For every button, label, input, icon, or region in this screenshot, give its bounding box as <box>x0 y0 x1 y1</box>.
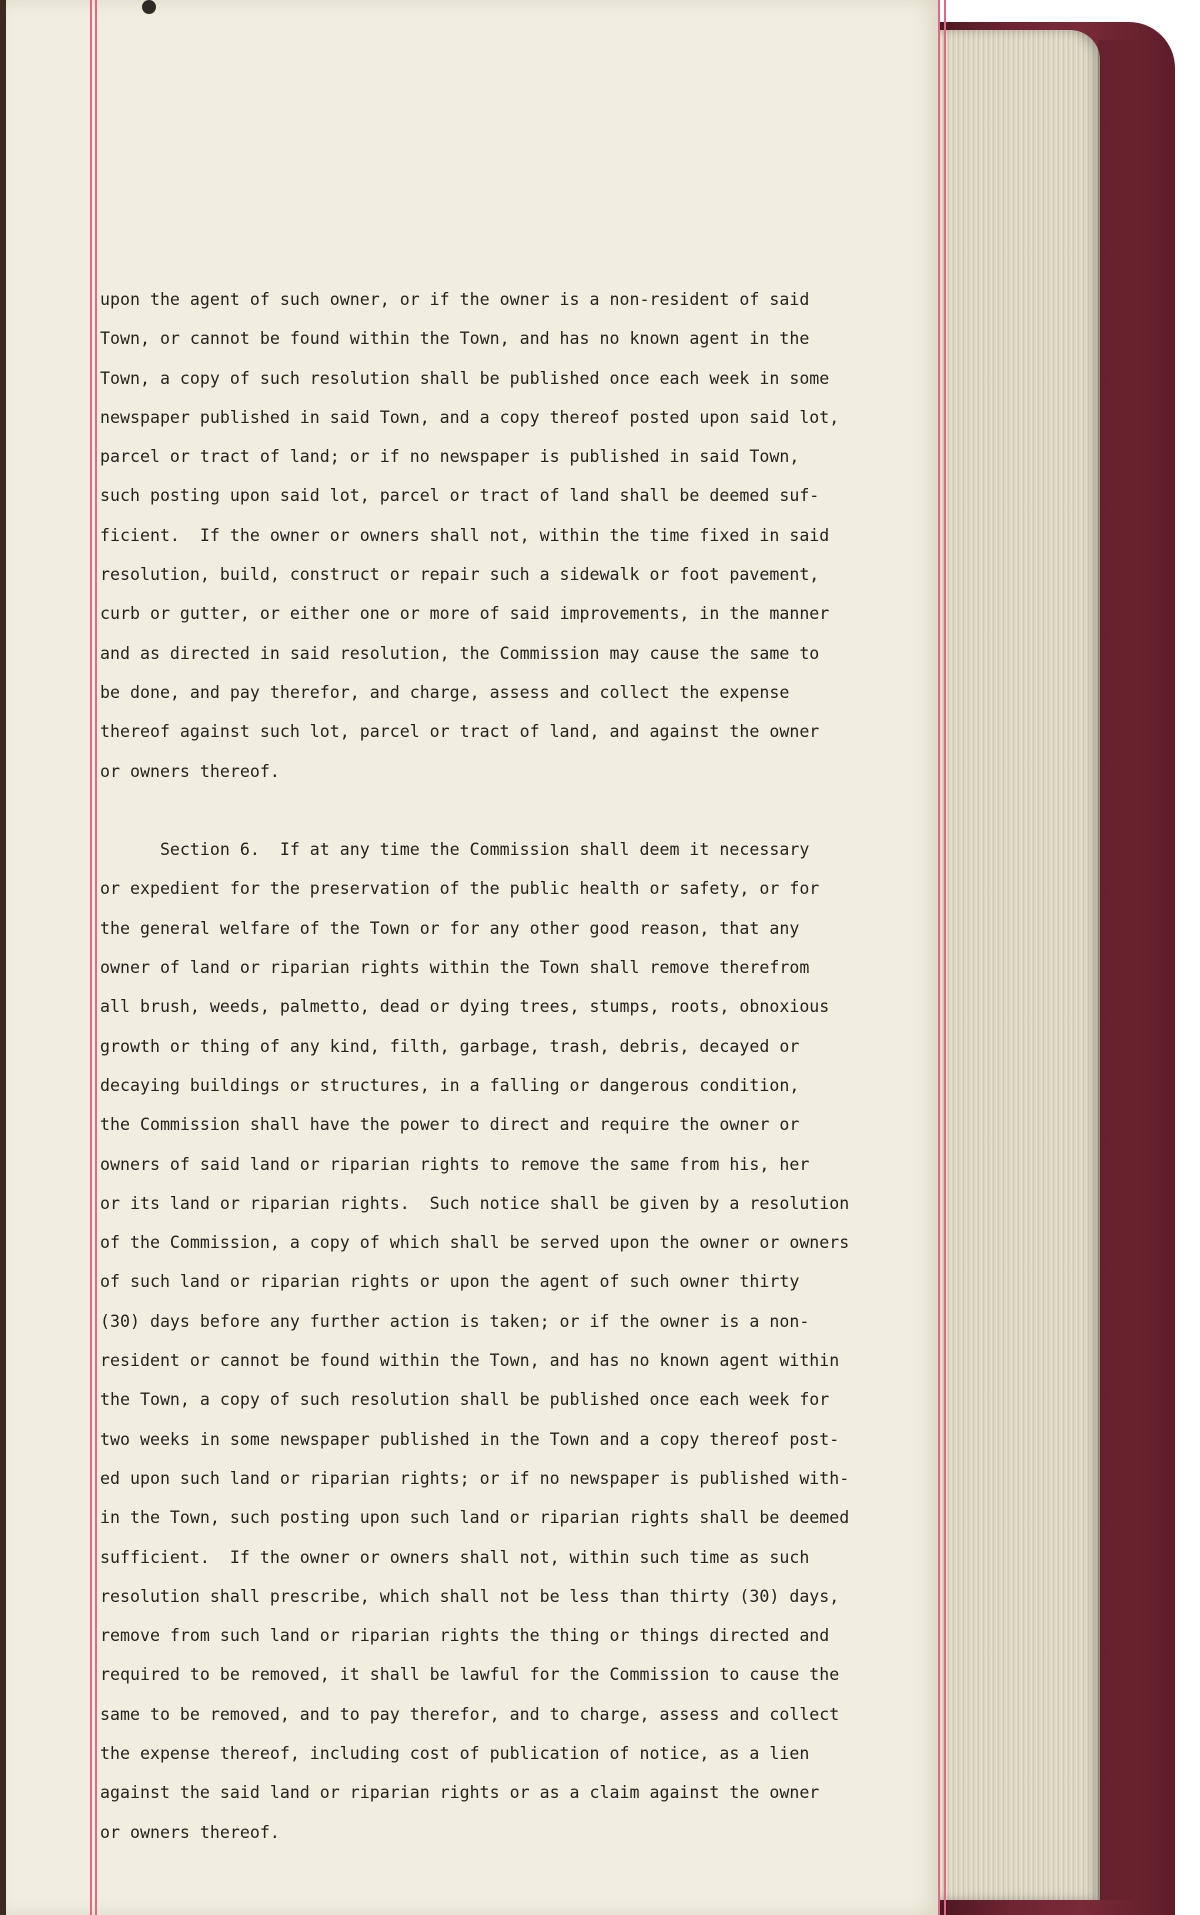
text-line: required to be removed, it shall be lawful for the Commission to cause the <box>100 1665 840 1685</box>
text-line: resident or cannot be found within the Town, and has no known agent within <box>100 1351 840 1371</box>
text-line: the expense thereof, including cost of publication of notice, as a lien <box>100 1743 810 1763</box>
text-line: parcel or tract of land; or if no newspaper is published in said Town, <box>100 447 800 467</box>
text-line: or owners thereof. <box>100 761 280 781</box>
typed-text-block <box>100 280 980 1852</box>
text-line: the general welfare of the Town or for any other good reason, that any <box>100 918 800 938</box>
cover-shadow <box>1098 40 1138 1900</box>
text-line: in the Town, such posting upon such land or riparian rights shall be deemed <box>100 1508 850 1528</box>
text-line: resolution shall prescribe, which shall not be less than thirty (30) days, <box>100 1586 840 1606</box>
text-line: ed upon such land or riparian rights; or if no newspaper is published with- <box>100 1468 850 1488</box>
paragraph-2-section-6 <box>100 830 980 1852</box>
text-line: thereof against such lot, parcel or tract of land, and against the owner <box>100 722 820 742</box>
text-line: two weeks in some newspaper published in the Town and a copy thereof post- <box>100 1429 840 1449</box>
text-line: decaying buildings or structures, in a falling or dangerous condition, <box>100 1075 800 1095</box>
left-margin-rule <box>90 0 92 1915</box>
text-line: upon the agent of such owner, or if the owner is a non-resident of said <box>100 290 810 309</box>
binding-mark <box>142 0 156 14</box>
section-heading-line: Section 6. If at any time the Commission shall deem it necessary <box>100 840 810 860</box>
text-line: all brush, weeds, palmetto, dead or dying trees, stumps, roots, obnoxious <box>100 997 830 1017</box>
text-line: owner of land or riparian rights within the Town shall remove therefrom <box>100 958 810 978</box>
text-line: resolution, build, construct or repair such a sidewalk or foot pavement, <box>100 565 820 585</box>
text-line: Town, a copy of such resolution shall be published once each week in some <box>100 368 830 388</box>
text-line: such posting upon said lot, parcel or tract of land shall be deemed suf- <box>100 486 820 506</box>
text-line: same to be removed, and to pay therefor, and to charge, assess and collect <box>100 1704 840 1724</box>
text-line: owners of said land or riparian rights to remove the same from his, her <box>100 1154 810 1174</box>
text-line: newspaper published in said Town, and a copy thereof posted upon said lot, <box>100 407 840 427</box>
ledger-page <box>6 0 940 1915</box>
text-line: curb or gutter, or either one or more of said improvements, in the manner <box>100 604 830 624</box>
text-line: and as directed in said resolution, the Commission may cause the same to <box>100 643 820 663</box>
text-line: of the Commission, a copy of which shall be served upon the owner or owners <box>100 1233 850 1253</box>
text-line: against the said land or riparian rights or as a claim against the owner <box>100 1783 820 1803</box>
text-line: be done, and pay therefor, and charge, assess and collect the expense <box>100 682 790 702</box>
text-line: remove from such land or riparian rights the thing or things directed and <box>100 1626 830 1646</box>
text-line: the Town, a copy of such resolution shall be published once each week for <box>100 1390 830 1410</box>
text-line: or expedient for the preservation of the public health or safety, or for <box>100 879 820 899</box>
text-line: the Commission shall have the power to direct and require the owner or <box>100 1115 800 1135</box>
text-line: of such land or riparian rights or upon the agent of such owner thirty <box>100 1272 800 1292</box>
text-line: growth or thing of any kind, filth, garbage, trash, debris, decayed or <box>100 1036 800 1056</box>
text-line: or owners thereof. <box>100 1822 280 1842</box>
paragraph-gap <box>100 791 980 830</box>
text-line: (30) days before any further action is taken; or if the owner is a non- <box>100 1311 810 1331</box>
text-line: Town, or cannot be found within the Town, and has no known agent in the <box>100 329 810 349</box>
paragraph-1 <box>100 280 980 791</box>
text-line: or its land or riparian rights. Such notice shall be given by a resolution <box>100 1193 850 1213</box>
left-margin-rule-inner <box>95 0 97 1915</box>
text-line: ficient. If the owner or owners shall not, within the time fixed in said <box>100 525 830 545</box>
text-line: sufficient. If the owner or owners shall not, within such time as such <box>100 1547 810 1567</box>
